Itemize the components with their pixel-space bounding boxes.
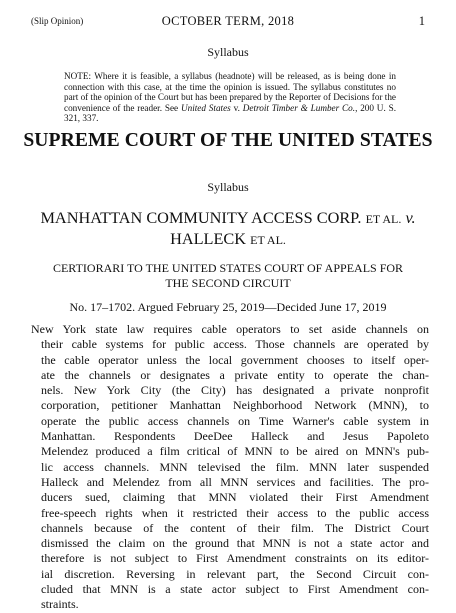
term-label: OCTOBER TERM, 2018 <box>161 14 295 28</box>
note-cite-rest: , 200 U. S. 321, 337. <box>64 102 396 124</box>
note-text: NOTE: Where it is feasible, a syllabus (headnote) will be released, as is being done in connection with this case, at the time the opinion is issued. The syllabus constitutes no part of the opinion of the Court but has been prepared by the Reporter of Decisions for the convenience of the reader. See <box>64 71 396 113</box>
body-line: Manhattan. Respondents DeeDee Halleck and Jesus Papoleto <box>41 429 429 444</box>
body-line: their cable systems for public access. Those channels are operated by <box>41 337 429 352</box>
body-line: the cable operator unless the local government chooses to itself oper- <box>41 352 429 367</box>
body-line: free-speech rights when it restricted their access to the public access <box>41 505 429 520</box>
versus: v. <box>405 208 416 227</box>
note-cite-v: v. <box>230 102 243 113</box>
petitioner-name: MANHATTAN COMMUNITY ACCESS CORP. <box>40 208 362 227</box>
slip-opinion-label: (Slip Opinion) <box>31 16 84 26</box>
petitioner-et-al: ET AL. <box>365 212 402 226</box>
page-number: 1 <box>418 14 425 28</box>
body-line: straints. <box>41 597 79 612</box>
reporter-note <box>64 71 396 124</box>
note-cite-us: United States <box>180 102 231 113</box>
body-line: dismissed the claim on the ground that MNN is not a state actor and <box>41 536 429 551</box>
court-name: SUPREME COURT OF THE UNITED STATES <box>23 130 433 151</box>
certiorari-heading <box>20 261 436 291</box>
body-line: ial discretion. Reversing in relevant part, the Second Circuit con- <box>41 566 429 581</box>
body-line: Halleck and Melendez from all MNN services and facilities. The pro- <box>41 474 429 489</box>
body-line: nels. New York City (the City) has designated a private nonprofit <box>41 383 429 398</box>
respondent-et-al: ET AL. <box>250 233 286 247</box>
body-line: therefore is not subject to First Amendment constraints on its editor- <box>41 551 429 566</box>
body-line: Melendez produced a film critical of MNN to be aired on MNN's pub- <box>41 444 429 459</box>
syllabus-heading-top: Syllabus <box>207 45 249 59</box>
body-line: cluded that MNN is a state actor subject to First Amendment con- <box>41 582 429 597</box>
body-line: channels because of the content of their film. The District Court <box>41 520 429 535</box>
docket-line: No. 17–1702. Argued February 25, 2019—Decided June 17, 2019 <box>69 300 387 314</box>
body-line: ducers sued, claiming that MNN violated their First Amendment <box>41 490 429 505</box>
note-cite-party: Detroit Timber & Lumber Co. <box>242 102 356 113</box>
certiorari-line-2: THE SECOND CIRCUIT <box>165 276 291 290</box>
body-line: lic access channels. MNN televised the film. MNN later suspended <box>41 459 429 474</box>
body-line: operate the public access channels on Time Warner's cable system in <box>41 413 429 428</box>
body-line: ate the channels or designates a private entity to operate the chan- <box>41 367 429 382</box>
respondent-name: HALLECK <box>170 229 247 248</box>
body-line: corporation, petitioner Manhattan Neighborhood Network (MNN), to <box>41 398 429 413</box>
certiorari-line-1: CERTIORARI TO THE UNITED STATES COURT OF APPEALS FOR <box>52 261 404 275</box>
syllabus-heading-mid: Syllabus <box>207 180 249 194</box>
body-line: New York state law requires cable operators to set aside channels on <box>31 322 429 336</box>
case-title <box>20 208 436 250</box>
syllabus-body <box>31 322 429 613</box>
running-head <box>31 14 425 30</box>
